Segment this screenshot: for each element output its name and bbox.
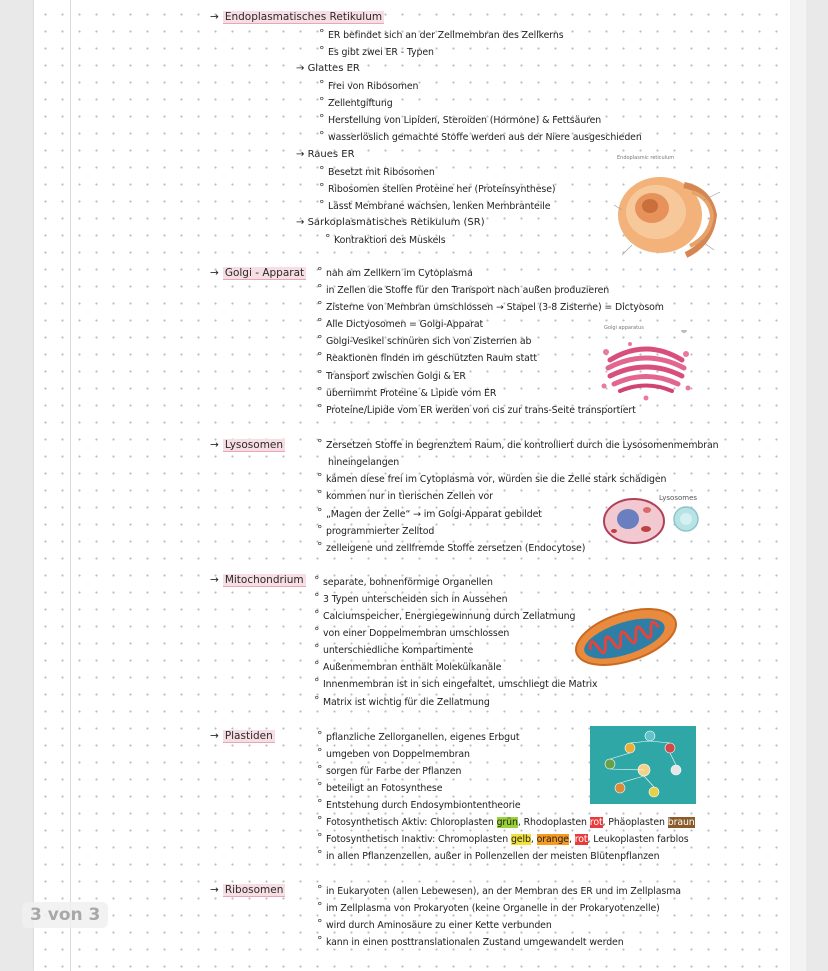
- list-item: ° Kontraktion des Muskels: [334, 235, 446, 246]
- list-item: ° Es gibt zwei ER - Typen: [328, 47, 434, 58]
- inactive-suffix: , Leukoplasten farblos: [587, 834, 689, 845]
- golgi-title: Golgi - Apparat: [224, 267, 305, 279]
- list-item: ° Transport zwischen Golgi & ER: [326, 371, 466, 382]
- list-item: ° umgeben von Doppelmembran: [326, 749, 470, 760]
- smooth-er-heading: → Glattes ER: [296, 63, 360, 74]
- marker-yellow: gelb: [510, 834, 531, 845]
- list-item: ° kann in einen posttranslationalen Zustand umgewandelt werden: [326, 937, 624, 948]
- list-item: ° 3 Typen unterscheiden sich in Aussehen: [323, 594, 507, 605]
- lysosomes-title: Lysosomen: [224, 439, 284, 451]
- list-item: ° Innenmembran ist in sich eingefaltet, umschliegt die Matrix: [323, 679, 597, 690]
- page-counter: 3 von 3: [22, 902, 108, 928]
- er-heading: → Endoplasmatisches Retikulum: [210, 11, 383, 23]
- inactive-sep2: ,: [568, 834, 575, 845]
- list-item: ° übernimmt Proteine & Lipide vom ER: [326, 388, 496, 399]
- list-item: ° Zellentgiftung: [328, 98, 393, 109]
- ribosomes-title: Ribosomen: [224, 884, 284, 896]
- list-item: ° kämen diese frei im Cytoplasma vor, würden sie die Zelle stark schädigen: [326, 474, 666, 485]
- lysosome-illustration: [602, 495, 702, 545]
- marker-red: rot: [574, 834, 588, 845]
- list-item: ° Golgi-Vesikel schnüren sich von Zisternen ab: [326, 336, 531, 347]
- er-illustration: [612, 160, 732, 265]
- er-title: Endoplasmatisches Retikulum: [224, 11, 383, 23]
- list-item: ° Außenmembran enthält Molekülkanäle: [323, 662, 501, 673]
- list-item: ° Alle Dictyosomen = Golgi-Apparat: [326, 319, 483, 330]
- list-item: ° beteiligt an Fotosynthese: [326, 783, 442, 794]
- mitochondrium-illustration: [568, 600, 684, 674]
- list-item: ° zelleigene und zellfremde Stoffe zersetzen (Endocytose): [326, 543, 585, 554]
- marker-orange: orange: [536, 834, 569, 845]
- list-item: ° Zisterne von Membran umschlossen → Stapel (3-8 Zisterne) = Dictyosom: [326, 302, 664, 313]
- list-item: ° Calciumspeicher, Energiegewinnung durch Zellatmung: [323, 611, 575, 622]
- list-item: ° ER befindet sich an der Zellmembran des Zellkerns: [328, 30, 564, 41]
- golgi-figure-title: Golgi apparatus: [604, 325, 644, 331]
- list-item: ° Frei von Ribosomen: [328, 81, 418, 92]
- list-item: ° Entstehung durch Endosymbiontentheorie: [326, 800, 521, 811]
- er-figure-title: Endoplasmic reticulum: [617, 155, 675, 161]
- list-item: ° sorgen für Farbe der Pflanzen: [326, 766, 461, 777]
- list-item: ° Proteine/Lipide vom ER werden von cis zur trans-Seite transportiert: [326, 405, 636, 416]
- list-item: ° nah am Zellkern im Cytoplasma: [326, 268, 473, 279]
- list-item: ° wasserlöslich gemachte Stoffe werden aus der Niere ausgeschieden: [328, 132, 642, 143]
- rough-er-title: Raues ER: [307, 149, 355, 160]
- inactive-sep1: ,: [530, 834, 537, 845]
- golgi-heading: → Golgi - Apparat: [210, 267, 305, 279]
- list-item: ° Zersetzen Stoffe in begrenztem Raum, die kontrolliert durch die Lysosomenmembran: [326, 440, 718, 451]
- list-item: ° in Eukaryoten (allen Lebewesen), an der Membran des ER und im Zellplasma: [326, 886, 681, 897]
- active-prefix: Fotosynthetisch Aktiv: Chloroplasten: [326, 817, 497, 828]
- sr-title: Sarkoplasmatisches Retikulum (SR): [307, 217, 485, 228]
- smooth-er-title: Glattes ER: [307, 63, 360, 74]
- list-item: ° von einer Doppelmembran umschlossen: [323, 628, 509, 639]
- mito-heading: → Mitochondrium: [210, 574, 304, 586]
- ribosomes-heading: → Ribosomen: [210, 884, 284, 896]
- list-item: ° separate, bohnenförmige Organellen: [323, 577, 493, 588]
- list-item: ° Herstellung von Lipiden, Steroiden (Hormone) & Fettsäuren: [328, 115, 601, 126]
- marker-brown: braun: [667, 817, 695, 828]
- list-item: ° in allen Pflanzenzellen, außer in Pollenzellen der meisten Blütenpflanzen: [326, 851, 659, 862]
- plastids-title: Plastiden: [224, 730, 273, 742]
- list-item: ° kommen nur in tierischen Zellen vor: [326, 491, 493, 502]
- list-item: ° Besetzt mit Ribosomen: [328, 167, 435, 178]
- marker-green: grün: [496, 817, 518, 828]
- list-item: ° in Zellen die Stoffe für den Transport nach außen produzieren: [326, 285, 609, 296]
- list-item: ° pflanzliche Zellorganellen, eigenes Erbgut: [326, 732, 519, 743]
- list-item: ° Ribosomen stellen Proteine her (Proteinsynthese): [328, 184, 555, 195]
- list-item: ° im Zellplasma von Prokaryoten (keine Organelle in der Prokaryotenzelle): [326, 903, 660, 914]
- marker-red: rot: [589, 817, 603, 828]
- plastids-diagram: [590, 726, 696, 804]
- plastids-inactive-line: [326, 834, 689, 845]
- active-mid1: , Rhodoplasten: [517, 817, 590, 828]
- list-item: hineingelangen: [328, 457, 400, 468]
- rough-er-heading: → Raues ER: [296, 149, 355, 160]
- list-item: ° Matrix ist wichtig für die Zellatmung: [323, 697, 490, 708]
- inactive-prefix: Fotosynthetisch Inaktiv: Chromoplasten: [326, 834, 511, 845]
- sr-heading: → Sarkoplasmatisches Retikulum (SR): [296, 217, 485, 228]
- list-item: ° Lässt Membrane wachsen, lenken Membranteile: [328, 201, 550, 212]
- lysosomes-heading: → Lysosomen: [210, 439, 284, 451]
- list-item: ° Reaktionen finden im geschützten Raum statt: [326, 353, 537, 364]
- list-item: ° wird durch Aminosäure zu einer Kette verbunden: [326, 920, 552, 931]
- plastids-heading: → Plastiden: [210, 730, 273, 742]
- list-item: ° „Magen der Zelle“ → im Golgi-Apparat gebildet: [326, 509, 542, 520]
- plastids-active-line: [326, 817, 695, 828]
- list-item: ° unterschiedliche Kompartimente: [323, 645, 473, 656]
- golgi-illustration: [600, 330, 692, 402]
- lysosome-figure-title: Lysosomes: [659, 494, 698, 502]
- mito-title: Mitochondrium: [224, 574, 304, 586]
- active-mid2: , Phäoplasten: [602, 817, 668, 828]
- list-item: ° programmierter Zelltod: [326, 526, 434, 537]
